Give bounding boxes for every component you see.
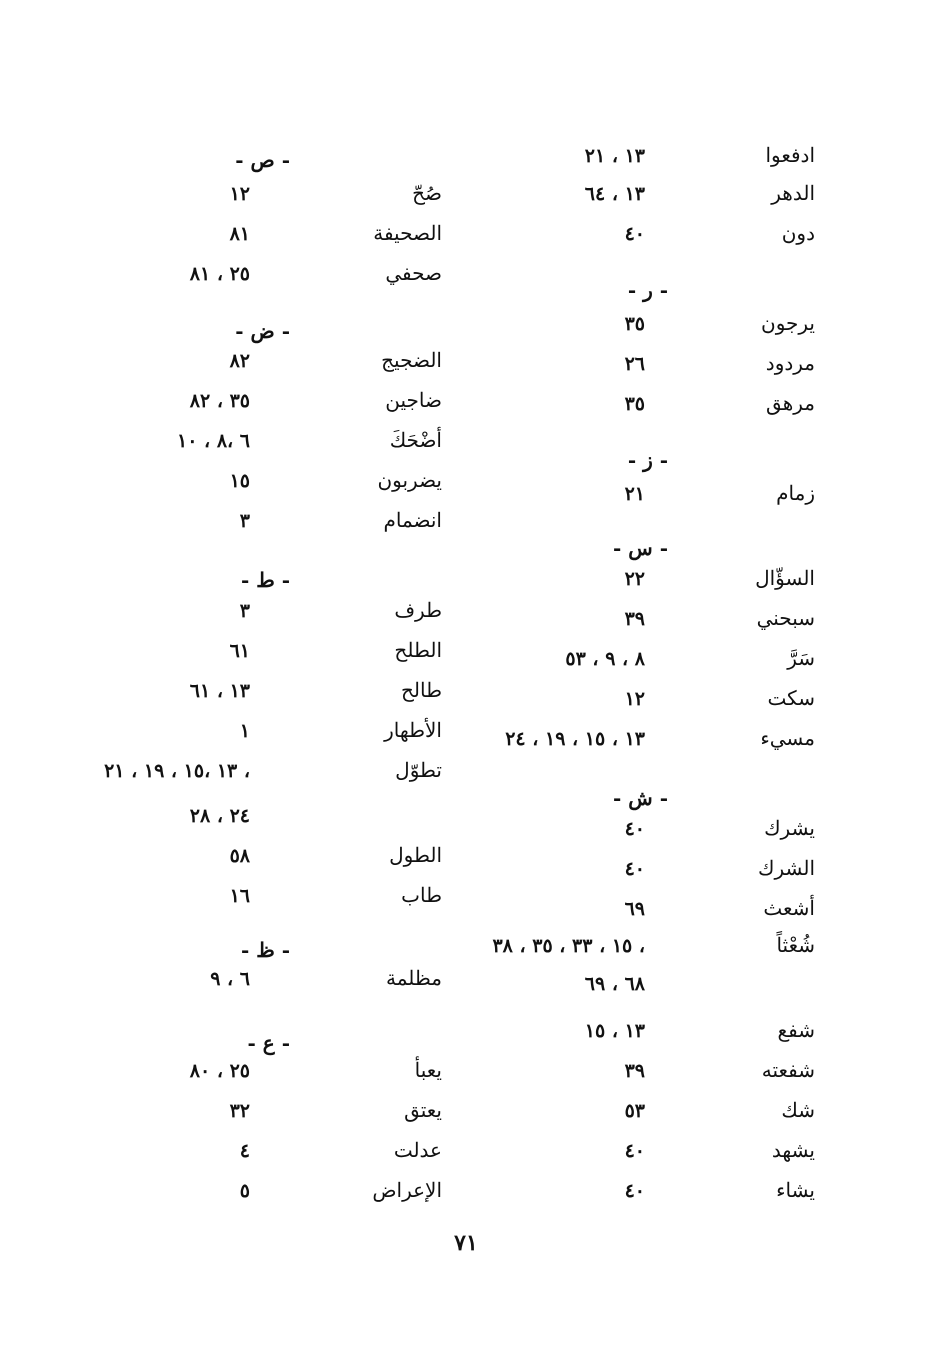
left-page-refs: ٤ [239, 1140, 250, 1162]
right-index-word: شُعْثاً [776, 933, 815, 957]
right-index-word: شك [781, 1098, 815, 1122]
right-index-word: الشرك [757, 856, 815, 880]
left-index-word: الأطهار [384, 718, 442, 742]
right-page-refs: ٤٠ [624, 858, 645, 880]
right-index-word: دون [781, 221, 815, 245]
left-index-word: عدلت [393, 1138, 442, 1162]
left-index-word: يضربون [377, 468, 442, 492]
right-index-word: السؤّال [755, 566, 815, 590]
left-index-word: صحفي [385, 261, 442, 285]
right-page-refs: ١٣ ، ٦٤ [584, 183, 645, 205]
right-letter-heading: - ش - [613, 786, 668, 810]
left-letter-heading: - ط - [240, 568, 290, 592]
left-index-word: يعبأ [414, 1058, 442, 1082]
right-index-word: يرجون [761, 311, 815, 335]
right-page-refs: ١٢ [624, 688, 645, 710]
right-index-word: مردود [765, 351, 815, 375]
left-page-refs: ٣ [239, 600, 250, 622]
left-index-word: طاب [401, 883, 442, 907]
left-index-word: يعتق [404, 1098, 442, 1122]
left-page-refs: ٣٥ ، ٨٢ [189, 390, 250, 412]
right-page-refs: ٤٠ [624, 1140, 645, 1162]
left-page-refs: ٢٥ ، ٨١ [189, 263, 250, 285]
left-index-word: تطوّل [395, 758, 442, 782]
right-index-word: زمام [776, 481, 815, 505]
right-page-refs: ٢٦ [624, 353, 645, 375]
right-page-refs: ٦٩ [624, 898, 645, 920]
right-page-refs: ٥٣ [624, 1100, 645, 1122]
right-index-word: سبحني [756, 606, 815, 630]
left-page-refs: ٣ [239, 510, 250, 532]
right-index-word: يشهد [771, 1138, 815, 1162]
left-letter-heading: - ص - [235, 148, 290, 172]
left-page-refs: ١ [239, 720, 250, 742]
left-index-word: الطلح [394, 638, 442, 662]
right-page-refs: ١٥ ، ٣٣ ، ٣٥ ، ٣٨ ، [492, 935, 645, 957]
left-index-word: الصحيفة [373, 221, 442, 245]
left-page-refs: ٦١ [229, 640, 250, 662]
left-page-refs: ١٦ [229, 885, 250, 907]
left-page-refs: ٢٤ ، ٢٨ [189, 805, 250, 827]
right-page-refs: ١٣ ، ١٥ [584, 1020, 645, 1042]
left-index-word: الطول [389, 843, 442, 867]
left-index-word: طرف [394, 598, 442, 622]
left-letter-heading: - ض - [235, 319, 290, 343]
left-index-word: ضاجين [385, 388, 442, 412]
right-index-word: شفعته [761, 1058, 815, 1082]
right-index-word: شفع [777, 1018, 815, 1042]
right-page-refs: ٢٢ [624, 568, 645, 590]
right-letter-heading: - ر - [627, 278, 668, 302]
left-index-word: طالح [400, 678, 442, 702]
right-index-word: الدهر [771, 181, 815, 205]
left-letter-heading: - ع - [247, 1031, 290, 1055]
left-letter-heading: - ظ - [240, 938, 290, 962]
left-page-refs: ٣٢ [229, 1100, 250, 1122]
right-index-word: ادفعوا [765, 143, 815, 167]
right-index-word: يشرك [764, 816, 815, 840]
right-index-word: سَرَّ [787, 646, 815, 670]
left-index-word: الإعراض [372, 1178, 442, 1202]
right-page-refs: ٢١ [624, 483, 645, 505]
right-page-refs: ٨ ، ٩ ، ٥٣ [565, 648, 645, 670]
right-letter-heading: - ز - [627, 448, 668, 472]
right-index-word: يشاء [776, 1178, 815, 1202]
right-page-refs: ٣٥ [624, 393, 645, 415]
left-index-word: صُحّ [412, 181, 442, 205]
left-page-refs: ٨١ [229, 223, 250, 245]
left-index-word: مظلمة [385, 966, 442, 990]
right-page-refs: ٤٠ [624, 818, 645, 840]
right-index-word: مسيء [760, 726, 815, 750]
left-page-refs: ٦ ، ٩ [210, 968, 250, 990]
left-page-refs: ١٣ ،١٥ ، ١٩ ، ٢١ ، [104, 760, 250, 782]
left-page-refs: ٥ [239, 1180, 250, 1202]
right-page-refs: ٣٥ [624, 313, 645, 335]
right-page-refs: ٣٩ [624, 608, 645, 630]
left-index-word: انضمام [383, 508, 442, 532]
right-page-refs: ٣٩ [624, 1060, 645, 1082]
page-number: ٧١ [454, 1230, 478, 1256]
right-index-word: مرهق [766, 391, 815, 415]
left-index-word: أضْحَكَ [389, 428, 442, 452]
left-page-refs: ٦ ،٨ ، ١٠ [177, 430, 250, 452]
right-page-refs: ٤٠ [624, 1180, 645, 1202]
left-page-refs: ٥٨ [229, 845, 250, 867]
right-page-refs: ٤٠ [624, 223, 645, 245]
right-page-refs: ١٣ ، ١٥ ، ١٩ ، ٢٤ [505, 728, 645, 750]
left-page-refs: ٨٢ [229, 350, 250, 372]
left-page-refs: ٢٥ ، ٨٠ [189, 1060, 250, 1082]
right-page-refs: ٦٨ ، ٦٩ [584, 973, 645, 995]
left-page-refs: ١٥ [229, 470, 250, 492]
right-index-word: سكت [767, 686, 815, 710]
right-index-word: أشعث [763, 896, 815, 920]
right-letter-heading: - س - [613, 536, 668, 560]
left-page-refs: ١٢ [229, 183, 250, 205]
left-index-word: الضجيج [381, 348, 442, 372]
right-page-refs: ١٣ ، ٢١ [584, 145, 645, 167]
left-page-refs: ١٣ ، ٦١ [189, 680, 250, 702]
